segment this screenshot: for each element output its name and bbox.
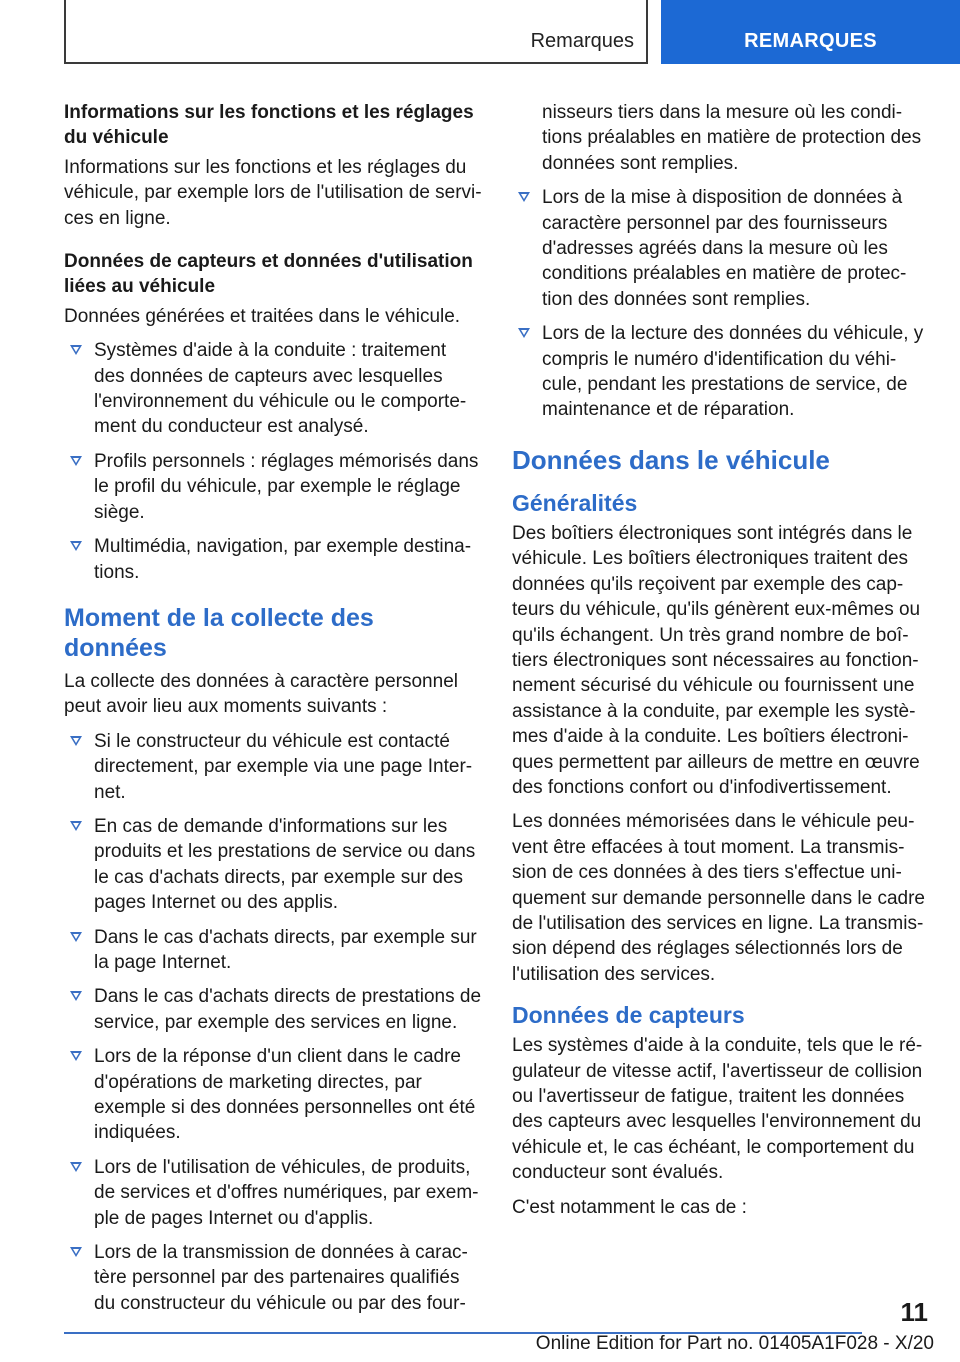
list-item: En cas de demande d'informations sur les produits et les prestations de service ou dans le cas d'achats directs, par exemple sur des pages Internet ou des applis. — [64, 814, 482, 916]
triangle-bullet-icon — [70, 541, 82, 551]
header-chapter-tab — [661, 0, 960, 64]
section-text: La collecte des données à caractère personnel peut avoir lieu aux moments suivants : — [64, 670, 458, 718]
sub2-list — [64, 338, 482, 585]
section-title-vehicule: Données dans le véhicule — [512, 444, 830, 475]
sub2-title: Données de capteurs et données d'utilisation liées au véhicule — [64, 251, 473, 298]
list-item: Profils personnels : réglages mémorisés dans le profil du véhicule, par exemple le réglage siège. — [64, 449, 482, 525]
triangle-bullet-icon — [518, 328, 530, 338]
list-item: Multimédia, navigation, par exemple destina-tions. — [64, 534, 482, 585]
header-section-title: Remarques — [530, 30, 634, 52]
list-item-continued: nisseurs tiers dans la mesure où les condi-tions préalables en matière de protection des données sont remplies. — [542, 102, 922, 174]
sub-title-generalites: Généralités — [512, 489, 638, 516]
right-column — [512, 100, 932, 1229]
triangle-bullet-icon — [70, 1162, 82, 1172]
triangle-bullet-icon — [70, 736, 82, 746]
triangle-bullet-icon — [70, 932, 82, 942]
list-item: Lors de la mise à disposition de données à caractère personnel par des fournisseurs d'adresses agréés dans la mesure où les conditions préalables en matière de protec-tion des données sont remplies. — [512, 185, 932, 312]
continued-list — [512, 100, 932, 423]
footer-edition-text: Online Edition for Part no. 01405A1F028 - X/20 — [535, 1333, 934, 1354]
sub-title-capteurs: Données de capteurs — [512, 1002, 745, 1029]
header-section-box — [64, 0, 648, 64]
section-title-collecte: Moment de la collecte des données — [64, 603, 374, 662]
list-item: Si le constructeur du véhicule est contacté directement, par exemple via une page Inter-net. — [64, 729, 482, 805]
left-column — [64, 100, 482, 1325]
triangle-bullet-icon — [70, 345, 82, 355]
list-item: Lors de la réponse d'un client dans le cadre d'opérations de marketing directes, par exemple si des données personnelles ont été indiquées. — [64, 1044, 482, 1146]
capteurs-p1: Les systèmes d'aide à la conduite, tels que le ré-gulateur de vitesse actif, l'avertisseur de collision ou l'avertisseur de fatigue, traitent les données des capteurs avec lesquelles l'environnement du véhicule et, le cas échéant, le comportement du conducteur sont évalués. — [512, 1035, 923, 1184]
capteurs-p2: C'est notamment le cas de : — [512, 1196, 747, 1218]
triangle-bullet-icon — [70, 821, 82, 831]
generalites-p1: Des boîtiers électroniques sont intégrés dans le véhicule. Les boîtiers électroniques traitent des données qu'ils reçoivent par exemple des cap-teurs du véhicule, qu'ils génèrent eux-mêmes ou qu'ils échangent. Un très grand nombre de boî-tiers électroniques sont nécessaires au fonction-nement sécurisé du véhicule ou fournissent une assistance à la conduite, par exemple les systè-mes d'aide à la conduite. Les boîtiers électroni-ques permettent par ailleurs de mettre en œuvre des fonctions confort ou d'infodivertissement. — [512, 522, 921, 798]
header-chapter-label: REMARQUES — [744, 30, 877, 52]
generalites-p2: Les données mémorisées dans le véhicule peu-vent être effacées à tout moment. La transmis-sion de ces données à des tiers s'effectue uni-quement sur demande personnelle dans le cadre de l'utilisation des services en ligne. La transmis-sion dépend des réglages sélectionnés lors de l'utilisation des services. — [512, 811, 925, 985]
list-item: Systèmes d'aide à la conduite : traitement des données de capteurs avec lesquelles l'environnement du véhicule ou le comporte-ment du conducteur est analysé. — [64, 338, 482, 440]
list-item: Dans le cas d'achats directs de prestations de service, par exemple des services en ligne. — [64, 984, 482, 1035]
list-item: Lors de l'utilisation de véhicules, de produits, de services et d'offres numériques, par exem-ple de pages Internet ou d'applis. — [64, 1155, 482, 1231]
list-item: Dans le cas d'achats directs, par exemple sur la page Internet. — [64, 925, 482, 976]
triangle-bullet-icon — [70, 1051, 82, 1061]
triangle-bullet-icon — [70, 991, 82, 1001]
sub1-title: Informations sur les fonctions et les réglages du véhicule — [64, 102, 474, 149]
triangle-bullet-icon — [518, 192, 530, 202]
triangle-bullet-icon — [70, 1247, 82, 1257]
list-item: Lors de la lecture des données du véhicule, y compris le numéro d'identification du véhi-cule, pendant les prestations de service, de maintenance et de réparation. — [512, 321, 932, 423]
collecte-list — [64, 729, 482, 1317]
sub2-text: Données générées et traitées dans le véhicule. — [64, 305, 461, 327]
triangle-bullet-icon — [70, 456, 82, 466]
page-number: 11 — [900, 1297, 928, 1327]
sub1-text: Informations sur les fonctions et les réglages du véhicule, par exemple lors de l'utilisation de servi-ces en ligne. — [64, 156, 482, 229]
list-item: Lors de la transmission de données à carac-tère personnel par des partenaires qualifiés du constructeur du véhicule ou par des four- — [64, 1240, 482, 1316]
